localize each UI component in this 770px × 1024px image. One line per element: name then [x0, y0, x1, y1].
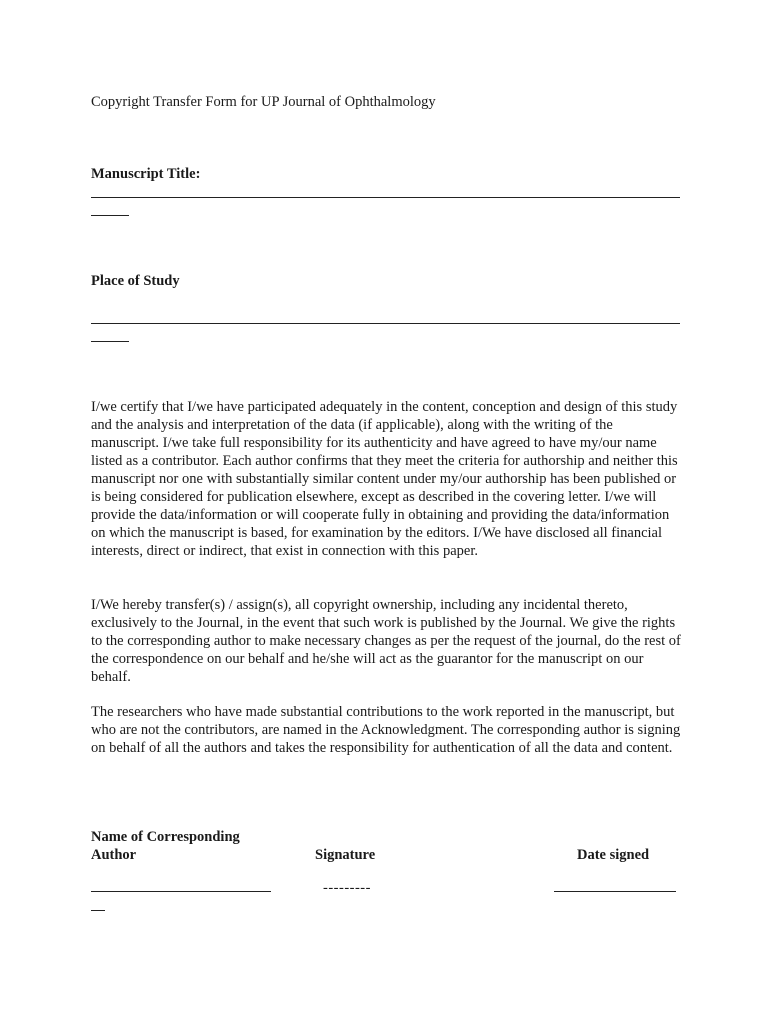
date-signed-line — [554, 891, 676, 892]
acknowledgment-paragraph: The researchers who have made substantial contributions to the work reported in the manuscript, but who are not the contributors, are named in the Acknowledgment. The corresponding author is signing on behalf of all the authors and takes the responsibility for authentication of all the data and content. — [91, 704, 681, 756]
date-signed-label: Date signed — [577, 847, 650, 863]
corresponding-author-label-line1: Name of Corresponding — [91, 829, 240, 845]
manuscript-title-label: Manuscript Title: — [91, 166, 201, 182]
signature-line: --------- — [323, 880, 371, 896]
place-of-study-label: Place of Study — [91, 273, 180, 289]
author-name-line-continuation — [91, 910, 105, 911]
signature-label: Signature — [315, 847, 376, 863]
place-of-study-line — [91, 323, 680, 324]
corresponding-author-label — [91, 828, 240, 864]
document-title: Copyright Transfer Form for UP Journal of Ophthalmology — [91, 94, 436, 110]
author-name-line — [91, 891, 271, 892]
copyright-transfer-paragraph: I/We hereby transfer(s) / assign(s), all copyright ownership, including any incidental thereto, exclusively to the Journal, in the event that such work is published by the Journal. We give the rights to the corresponding author to make necessary changes as per the request of the journal, do the rest of the correspondence on our behalf and he/she will act as the guarantor for the manuscript on our behalf. — [91, 597, 681, 685]
place-of-study-line-continuation — [91, 341, 129, 342]
certification-paragraph: I/we certify that I/we have participated adequately in the content, conception and design of this study and the analysis and interpretation of the data (if applicable), along with the writing of the manuscript. I/we take full responsibility for its authenticity and have agreed to have my/our name listed as a contributor. Each author confirms that they meet the criteria for authorship and neither this manuscript nor one with substantially similar content under my/our authorship has been published or is being considered for publication elsewhere, except as described in the covering letter. I/we will provide the data/information or will cooperate fully in obtaining and providing the data/information on which the manuscript is based, for examination by the editors. I/We have disclosed all financial interests, direct or indirect, that exist in connection with this paper. — [91, 399, 678, 559]
manuscript-title-line — [91, 197, 680, 198]
manuscript-title-line-continuation — [91, 215, 129, 216]
corresponding-author-label-line2: Author — [91, 847, 137, 863]
